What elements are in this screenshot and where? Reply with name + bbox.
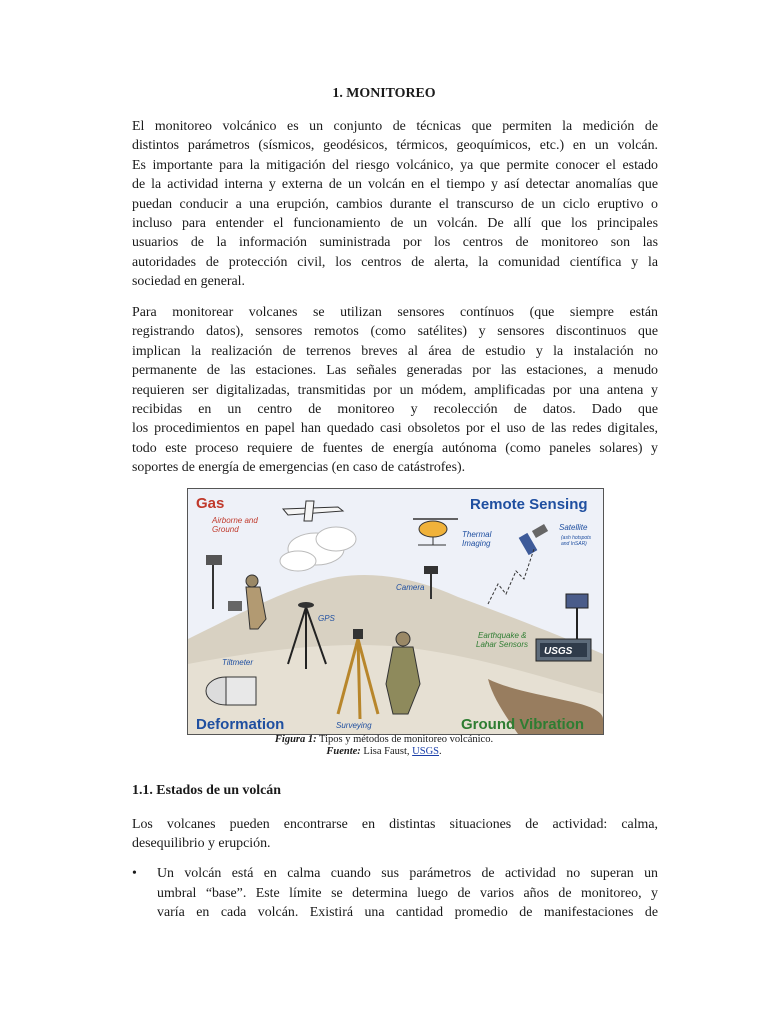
text-line: Es importante para la mitigación del riesgo volcánico, ya que permite conocer el estado: [132, 157, 658, 173]
text-line: requieren ser digitalizadas, transmitidas por un módem, amplificadas por una antena y: [132, 382, 658, 398]
label-surveying: Surveying: [336, 721, 372, 730]
text-line: Un volcán está en calma cuando sus parámetros de actividad no superan un: [157, 866, 658, 881]
text-line: puedan conducir a una erupción, cambios durante el transcurso de un ciclo eruptivo o: [132, 196, 658, 212]
text-line: distintos parámetros (sísmicos, geodésicos, térmicos, geoquímicos, etc.) en un volcán.: [132, 138, 658, 154]
figure-caption: [0, 734, 768, 746]
label-thermal: Thermal: [462, 530, 492, 539]
text-line: todo este proceso requiere de fuentes de energía autónoma (como paneles solares) y: [132, 440, 658, 456]
usgs-logo: USGS: [544, 646, 573, 657]
label-gps: GPS: [318, 614, 335, 623]
label-ground: Ground: [212, 525, 239, 534]
paragraph-2: [132, 303, 658, 478]
bullet-icon: •: [132, 866, 137, 881]
monitoring-illustration: [188, 489, 603, 734]
label-earthquake: Earthquake &: [478, 631, 527, 640]
label-ground-vibration: Ground Vibration: [461, 716, 585, 733]
label-camera: Camera: [396, 583, 425, 592]
text-line: usuarios de la información suministrada por los centros de monitoreo son las: [132, 235, 658, 251]
text-line: los procedimientos en papel han quedado casi obsoletos por el uso de las redes digitales,: [132, 421, 658, 437]
text-line: autoridades de protección civil, los centros de alerta, la comunidad científica y la: [132, 254, 658, 270]
text-line: soportes de energía de emergencias (en caso de catástrofes).: [132, 460, 466, 476]
monitoring-figure: [187, 488, 604, 735]
label-gas: Gas: [196, 495, 225, 512]
text-line: umbral “base”. Este límite se determina luego de varios años de monitoreo, y: [157, 885, 658, 901]
usgs-link[interactable]: USGS: [412, 746, 439, 757]
subsection-heading: 1.1. Estados de un volcán: [132, 783, 281, 798]
caption-figure-label: Figura 1:: [274, 734, 317, 745]
text-line: recibidas en un centro de monitoreo y recolección de datos. Dado que: [132, 402, 658, 418]
label-satellite-sub1: (ash hotspots: [561, 535, 592, 541]
label-satellite-sub2: and InSAR): [561, 541, 587, 547]
caption-source-end: .: [439, 746, 442, 757]
caption-source-text: Lisa Faust,: [360, 746, 413, 757]
paragraph-3: [132, 815, 658, 854]
caption-source-label: Fuente:: [326, 746, 361, 757]
figure-source: [0, 746, 768, 758]
text-line: desequilibrio y erupción.: [132, 836, 271, 852]
bullet-list: [132, 864, 658, 923]
text-line: implican la realización de terrenos breves al área de estudio y la instalación no: [132, 343, 658, 359]
text-line: El monitoreo volcánico es un conjunto de técnicas que permiten la medición de: [132, 119, 658, 134]
text-line: Los volcanes pueden encontrarse en distintas situaciones de actividad: calma,: [132, 817, 658, 832]
bullet-item: [157, 864, 658, 923]
label-deformation: Deformation: [196, 716, 285, 733]
text-line: sociedad en general.: [132, 274, 245, 290]
paragraph-1: [132, 117, 658, 292]
label-remote-sensing: Remote Sensing: [470, 496, 588, 513]
label-imaging: Imaging: [462, 539, 491, 548]
text-line: permanente de las estaciones. Las señales generadas por las estaciones, a menudo: [132, 363, 658, 379]
text-line: registrando datos), sensores remotos (como satélites) y sensores discontinuos que: [132, 324, 658, 340]
label-airborne: Airborne and: [212, 516, 258, 525]
label-lahar: Lahar Sensors: [476, 640, 529, 649]
section-heading: 1. MONITOREO: [332, 86, 436, 101]
text-line: varía en cada volcán. Existirá una cantidad promedio de manifestaciones de: [157, 905, 658, 921]
text-line: de la actividad interna y externa de un volcán en el tiempo y así detectar anomalías que: [132, 177, 658, 193]
text-line: incluso para entender el funcionamiento de un volcán. De allí que los principales: [132, 216, 658, 232]
caption-figure-text: Tipos y métodos de monitoreo volcánico.: [316, 734, 494, 745]
text-line: Para monitorear volcanes se utilizan sensores contínuos (que siempre están: [132, 305, 658, 320]
label-tiltmeter: Tiltmeter: [222, 658, 254, 667]
label-satellite: Satellite: [559, 523, 588, 532]
